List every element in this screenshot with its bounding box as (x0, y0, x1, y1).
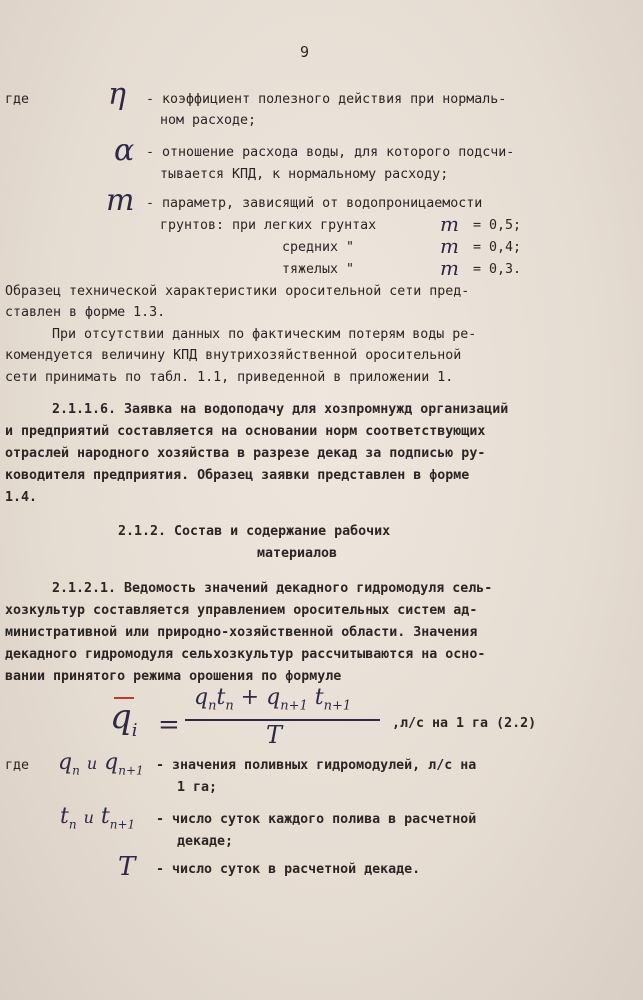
m-light-value: = 0,5; (473, 218, 522, 233)
formula-denominator: T (266, 721, 283, 749)
eta-def-line1: - коэффициент полезного действия при нормаль- (146, 92, 507, 107)
m-heavy-value: = 0,3. (473, 262, 522, 277)
para2-line1: При отсутствии данных по фактическим потерям воды ре- (52, 327, 477, 342)
para4-line2: хозкультур составляется управлением оросительных систем ад- (5, 603, 478, 618)
m-def-line4: тяжелых " (282, 262, 355, 277)
formula-equals: = (158, 710, 180, 740)
eta-def-line2: ном расходе; (160, 113, 257, 128)
para2-line2: комендуется величину КПД внутрихозяйственной оросительной (5, 348, 462, 363)
where-label: где (5, 92, 30, 107)
para4-line3: министративной или природно-хозяйственной области. Значения (5, 625, 478, 640)
m-def-line3: средних " (282, 240, 355, 255)
formula-units: ,л/с на 1 га (2.2) (392, 716, 537, 731)
m-symbol: m (106, 183, 135, 218)
para3-line4: ководителя предприятия. Образец заявки представлен в форме (5, 468, 470, 483)
q-def-line2: 1 га; (177, 780, 218, 795)
q-def-line1: - значения поливных гидромодулей, л/с на (156, 758, 477, 773)
fraction-bar (185, 719, 380, 721)
m-def-line2: грунтов: при легких грунтах (160, 218, 377, 233)
para3-line5: 1.4. (5, 490, 38, 505)
page-number: 9 (300, 43, 310, 61)
para2-line3: сети принимать по табл. 1.1, приведенной в приложении 1. (5, 370, 454, 385)
para3-line2: и предприятий составляется на основании норм соответствующих (5, 424, 486, 439)
m-symbol-medium: m (440, 234, 459, 258)
t-def-line1: - число суток каждого полива в расчетной (156, 812, 477, 827)
eta-symbol: η (108, 77, 126, 112)
para4-line4: декадного гидромодуля сельхозкультур рассчитываются на осно- (5, 647, 486, 662)
para4-line5: вании принятого режима орошения по формуле (5, 669, 342, 684)
m-def-line1: - параметр, зависящий от водопроницаемости (146, 196, 483, 211)
where-label-2: где (5, 758, 30, 773)
q-symbol: $q_n$ и $q_{n+1}$ (58, 750, 144, 778)
para1-line2: ставлен в форме 1.3. (5, 305, 166, 320)
para3-line1: 2.1.1.6. Заявка на водоподачу для хозпромнужд организаций (52, 402, 509, 417)
m-symbol-heavy: m (440, 256, 459, 280)
alpha-def-line2: тывается КПД, к нормальному расходу; (160, 167, 449, 182)
para4-line1: 2.1.2.1. Ведомость значений декадного гидромодуля сель- (52, 581, 493, 596)
alpha-def-line1: - отношение расхода воды, для которого подсчи- (146, 145, 515, 160)
T-symbol: T (118, 852, 136, 882)
formula-lhs: $q_i$ (110, 697, 138, 741)
para1-line1: Образец технической характеристики оросительной сети пред- (5, 284, 470, 299)
T-def-line1: - число суток в расчетной декаде. (156, 862, 421, 877)
t-symbol: $t_n$ и $t_{n+1}$ (60, 804, 136, 832)
para3-line3: отраслей народного хозяйства в разрезе декад за подписью ру- (5, 446, 486, 461)
alpha-symbol: α (114, 133, 135, 168)
section-title-line2: материалов (257, 546, 338, 561)
formula-numerator: $q_nt_n + q_{n+1}$ $t_{n+1}$ (194, 685, 352, 714)
t-def-line2: декаде; (177, 834, 234, 849)
m-symbol-light: m (440, 212, 459, 236)
section-title-line1: 2.1.2. Состав и содержание рабочих (118, 524, 391, 539)
m-medium-value: = 0,4; (473, 240, 522, 255)
